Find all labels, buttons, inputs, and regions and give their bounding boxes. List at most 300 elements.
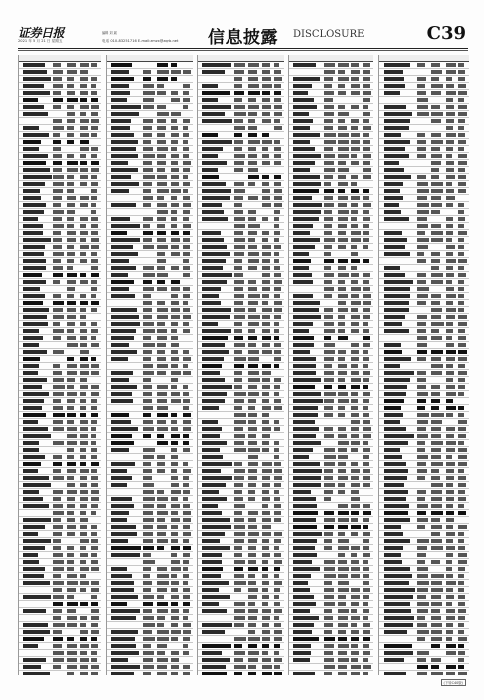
table-row: [289, 391, 373, 398]
table-row: [379, 377, 469, 384]
table-row: [379, 167, 469, 174]
table-row: [198, 174, 284, 181]
section-title: 信息披露: [208, 28, 278, 48]
table-row: [198, 580, 284, 587]
table-row: [19, 510, 101, 517]
table-row: [19, 447, 101, 454]
table-row: [107, 321, 193, 328]
table-row: [379, 370, 469, 377]
table-row: [107, 104, 193, 111]
table-row: [19, 188, 101, 195]
table-row: [198, 447, 284, 454]
table-row: [379, 664, 469, 671]
table-row: [19, 594, 101, 601]
table-row: [107, 62, 193, 69]
table-row: [107, 468, 193, 475]
table-row: [198, 286, 284, 293]
table-row: [19, 440, 101, 447]
table-row: [289, 524, 373, 531]
table-row: [107, 650, 193, 657]
table-row: [107, 377, 193, 384]
table-row: [379, 531, 469, 538]
table-row: [19, 517, 101, 524]
table-row: [379, 426, 469, 433]
table-row: [379, 391, 469, 398]
table-row: [198, 517, 284, 524]
table-row: [107, 258, 193, 265]
table-row: [19, 524, 101, 531]
table-row: [379, 146, 469, 153]
table-row: [198, 552, 284, 559]
table-row: [19, 139, 101, 146]
table-row: [19, 118, 101, 125]
table-row: [198, 482, 284, 489]
table-row: [107, 300, 193, 307]
table-row: [107, 209, 193, 216]
table-row: [198, 573, 284, 580]
table-row: [379, 650, 469, 657]
table-row: [107, 153, 193, 160]
table-row: [289, 398, 373, 405]
table-row: [19, 545, 101, 552]
table-row: [198, 363, 284, 370]
table-row: [289, 545, 373, 552]
table-row: [19, 489, 101, 496]
table-row: [379, 384, 469, 391]
table-row: [379, 62, 469, 69]
table-row: [289, 664, 373, 671]
table-row: [198, 538, 284, 545]
table-row: [379, 265, 469, 272]
table-row: [19, 160, 101, 167]
table-row: [198, 209, 284, 216]
table-row: [107, 608, 193, 615]
table-row: [289, 412, 373, 419]
table-row: [19, 657, 101, 664]
table-row: [289, 377, 373, 384]
table-row: [198, 636, 284, 643]
table-row: [107, 223, 193, 230]
table-row: [289, 587, 373, 594]
table-row: [107, 125, 193, 132]
table-row: [107, 391, 193, 398]
section-subtitle: DISCLOSURE: [293, 29, 365, 40]
table-row: [198, 440, 284, 447]
table-row: [198, 272, 284, 279]
table-row: [19, 111, 101, 118]
table-header: [107, 55, 193, 62]
table-row: [379, 468, 469, 475]
table-row: [379, 496, 469, 503]
table-row: [107, 349, 193, 356]
table-row: [379, 405, 469, 412]
table-row: [19, 244, 101, 251]
table-row: [379, 237, 469, 244]
table-row: [107, 272, 193, 279]
table-row: [379, 314, 469, 321]
table-row: [289, 307, 373, 314]
table-row: [107, 167, 193, 174]
table-row: [198, 461, 284, 468]
table-row: [19, 174, 101, 181]
table-row: [379, 461, 469, 468]
table-row: [289, 475, 373, 482]
table-row: [198, 328, 284, 335]
table-row: [107, 363, 193, 370]
table-row: [19, 538, 101, 545]
table-row: [107, 503, 193, 510]
table-row: [289, 440, 373, 447]
table-row: [198, 615, 284, 622]
table-row: [107, 412, 193, 419]
table-row: [289, 174, 373, 181]
table-row: [379, 153, 469, 160]
table-row: [289, 594, 373, 601]
table-row: [289, 615, 373, 622]
table-row: [198, 426, 284, 433]
table-row: [19, 97, 101, 104]
table-row: [379, 76, 469, 83]
table-row: [198, 510, 284, 517]
table-row: [107, 342, 193, 349]
table-row: [19, 125, 101, 132]
table-row: [289, 580, 373, 587]
table-row: [19, 335, 101, 342]
table-row: [107, 307, 193, 314]
table-row: [289, 181, 373, 188]
table-row: [107, 286, 193, 293]
table-row: [289, 69, 373, 76]
table-row: [107, 482, 193, 489]
table-row: [198, 594, 284, 601]
table-row: [379, 629, 469, 636]
table-row: [379, 636, 469, 643]
table-row: [198, 419, 284, 426]
table-row: [198, 293, 284, 300]
table-row: [198, 237, 284, 244]
table-row: [379, 139, 469, 146]
table-row: [289, 139, 373, 146]
table-row: [379, 279, 469, 286]
table-row: [289, 636, 373, 643]
table-row: [19, 461, 101, 468]
table-row: [379, 524, 469, 531]
table-row: [289, 300, 373, 307]
table-row: [198, 454, 284, 461]
table-row: [198, 384, 284, 391]
table-row: [198, 230, 284, 237]
table-row: [19, 363, 101, 370]
table-row: [107, 601, 193, 608]
table-row: [198, 244, 284, 251]
table-row: [379, 559, 469, 566]
table-row: [198, 671, 284, 675]
table-row: [107, 636, 193, 643]
table-row: [198, 202, 284, 209]
table-row: [289, 405, 373, 412]
table-row: [379, 475, 469, 482]
table-row: [379, 328, 469, 335]
table-row: [107, 90, 193, 97]
table-row: [379, 160, 469, 167]
table-row: [19, 587, 101, 594]
table-row: [107, 76, 193, 83]
table-row: [198, 601, 284, 608]
table-row: [289, 370, 373, 377]
table-row: [198, 321, 284, 328]
table-row: [198, 251, 284, 258]
table-row: [379, 363, 469, 370]
table-row: [289, 104, 373, 111]
table-row: [107, 489, 193, 496]
table-row: [19, 384, 101, 391]
table-row: [289, 342, 373, 349]
table-row: [198, 405, 284, 412]
table-row: [198, 314, 284, 321]
table-row: [19, 230, 101, 237]
table-row: [198, 356, 284, 363]
table-row: [289, 433, 373, 440]
table-row: [198, 545, 284, 552]
contact-line: 电话 010-83251716 E-mail:zmzx@zqrb.net: [102, 39, 179, 43]
table-row: [379, 111, 469, 118]
table-row: [289, 650, 373, 657]
table-row: [198, 391, 284, 398]
table-row: [289, 349, 373, 356]
table-row: [107, 118, 193, 125]
table-row: [198, 608, 284, 615]
table-row: [379, 433, 469, 440]
table-row: [379, 608, 469, 615]
table-row: [19, 62, 101, 69]
table-row: [379, 447, 469, 454]
table-row: [198, 90, 284, 97]
table-row: [379, 195, 469, 202]
table-row: [19, 622, 101, 629]
table-row: [379, 209, 469, 216]
table-row: [379, 419, 469, 426]
table-row: [379, 489, 469, 496]
table-row: [289, 279, 373, 286]
table-row: [198, 664, 284, 671]
table-row: [107, 587, 193, 594]
table-row: [379, 342, 469, 349]
table-row: [19, 83, 101, 90]
table-row: [19, 258, 101, 265]
table-row: [289, 118, 373, 125]
table-row: [19, 223, 101, 230]
table-row: [198, 118, 284, 125]
table-row: [19, 195, 101, 202]
table-row: [379, 307, 469, 314]
table-row: [289, 244, 373, 251]
table-row: [289, 90, 373, 97]
table-row: [289, 384, 373, 391]
table-row: [379, 258, 469, 265]
table-row: [289, 482, 373, 489]
table-row: [107, 251, 193, 258]
table-row: [198, 69, 284, 76]
table-row: [107, 594, 193, 601]
table-row: [289, 195, 373, 202]
table-row: [198, 377, 284, 384]
table-row: [289, 489, 373, 496]
table-row: [198, 475, 284, 482]
table-row: [19, 398, 101, 405]
table-row: [19, 90, 101, 97]
table-row: [107, 671, 193, 675]
table-row: [379, 90, 469, 97]
table-row: [379, 125, 469, 132]
table-row: [379, 545, 469, 552]
table-row: [19, 475, 101, 482]
table-row: [379, 601, 469, 608]
table-row: [289, 202, 373, 209]
table-row: [107, 573, 193, 580]
table-row: [198, 503, 284, 510]
table-row: [289, 608, 373, 615]
table-row: [107, 475, 193, 482]
table-row: [198, 412, 284, 419]
table-row: [289, 314, 373, 321]
table-row: [198, 83, 284, 90]
table-row: [19, 531, 101, 538]
table-row: [198, 335, 284, 342]
table-row: [198, 307, 284, 314]
table-row: [198, 468, 284, 475]
table-row: [19, 307, 101, 314]
table-row: [107, 293, 193, 300]
table-row: [289, 503, 373, 510]
table-row: [19, 69, 101, 76]
table-row: [107, 69, 193, 76]
table-row: [19, 356, 101, 363]
table-row: [198, 146, 284, 153]
table-row: [19, 580, 101, 587]
table-row: [198, 181, 284, 188]
table-row: [107, 426, 193, 433]
table-row: [289, 363, 373, 370]
table-column-2: [106, 55, 193, 675]
table-row: [289, 566, 373, 573]
table-row: [289, 559, 373, 566]
table-row: [198, 566, 284, 573]
table-row: [379, 643, 469, 650]
table-row: [198, 629, 284, 636]
table-row: [107, 314, 193, 321]
table-row: [19, 468, 101, 475]
table-row: [19, 433, 101, 440]
table-row: [198, 132, 284, 139]
table-row: [19, 293, 101, 300]
table-row: [19, 629, 101, 636]
table-row: [107, 97, 193, 104]
table-row: [198, 370, 284, 377]
table-row: [19, 643, 101, 650]
header-rule-thin: [18, 50, 468, 51]
table-row: [19, 426, 101, 433]
table-row: [289, 272, 373, 279]
table-row: [107, 419, 193, 426]
table-row: [289, 223, 373, 230]
table-row: [107, 265, 193, 272]
table-row: [289, 531, 373, 538]
table-row: [19, 181, 101, 188]
table-header: [198, 55, 284, 62]
table-row: [379, 216, 469, 223]
table-row: [379, 482, 469, 489]
table-row: [19, 419, 101, 426]
table-row: [289, 447, 373, 454]
table-row: [289, 237, 373, 244]
table-row: [379, 517, 469, 524]
table-row: [107, 664, 193, 671]
table-row: [107, 398, 193, 405]
table-row: [198, 559, 284, 566]
table-row: [107, 447, 193, 454]
table-row: [19, 265, 101, 272]
table-row: [379, 293, 469, 300]
table-row: [19, 573, 101, 580]
table-row: [19, 664, 101, 671]
table-row: [198, 125, 284, 132]
table-row: [289, 468, 373, 475]
table-row: [379, 440, 469, 447]
table-row: [107, 139, 193, 146]
table-row: [289, 230, 373, 237]
table-row: [289, 321, 373, 328]
table-row: [107, 615, 193, 622]
table-row: [289, 573, 373, 580]
table-row: [289, 111, 373, 118]
table-row: [198, 622, 284, 629]
table-row: [107, 384, 193, 391]
table-row: [379, 657, 469, 664]
table-row: [379, 202, 469, 209]
table-row: [19, 503, 101, 510]
table-row: [19, 412, 101, 419]
table-row: [379, 356, 469, 363]
table-row: [19, 272, 101, 279]
table-row: [198, 258, 284, 265]
table-row: [379, 622, 469, 629]
table-row: [107, 328, 193, 335]
table-row: [379, 69, 469, 76]
table-row: [107, 335, 193, 342]
table-row: [289, 125, 373, 132]
table-row: [379, 510, 469, 517]
table-row: [379, 244, 469, 251]
table-row: [107, 202, 193, 209]
table-row: [198, 524, 284, 531]
table-row: [107, 552, 193, 559]
table-row: [107, 356, 193, 363]
table-row: [107, 580, 193, 587]
table-row: [107, 517, 193, 524]
table-row: [379, 132, 469, 139]
table-row: [107, 174, 193, 181]
table-row: [289, 328, 373, 335]
table-row: [289, 335, 373, 342]
table-row: [19, 321, 101, 328]
table-row: [107, 132, 193, 139]
table-row: [289, 76, 373, 83]
table-row: [289, 188, 373, 195]
table-row: [379, 503, 469, 510]
table-row: [19, 650, 101, 657]
table-row: [289, 552, 373, 559]
table-row: [379, 454, 469, 461]
